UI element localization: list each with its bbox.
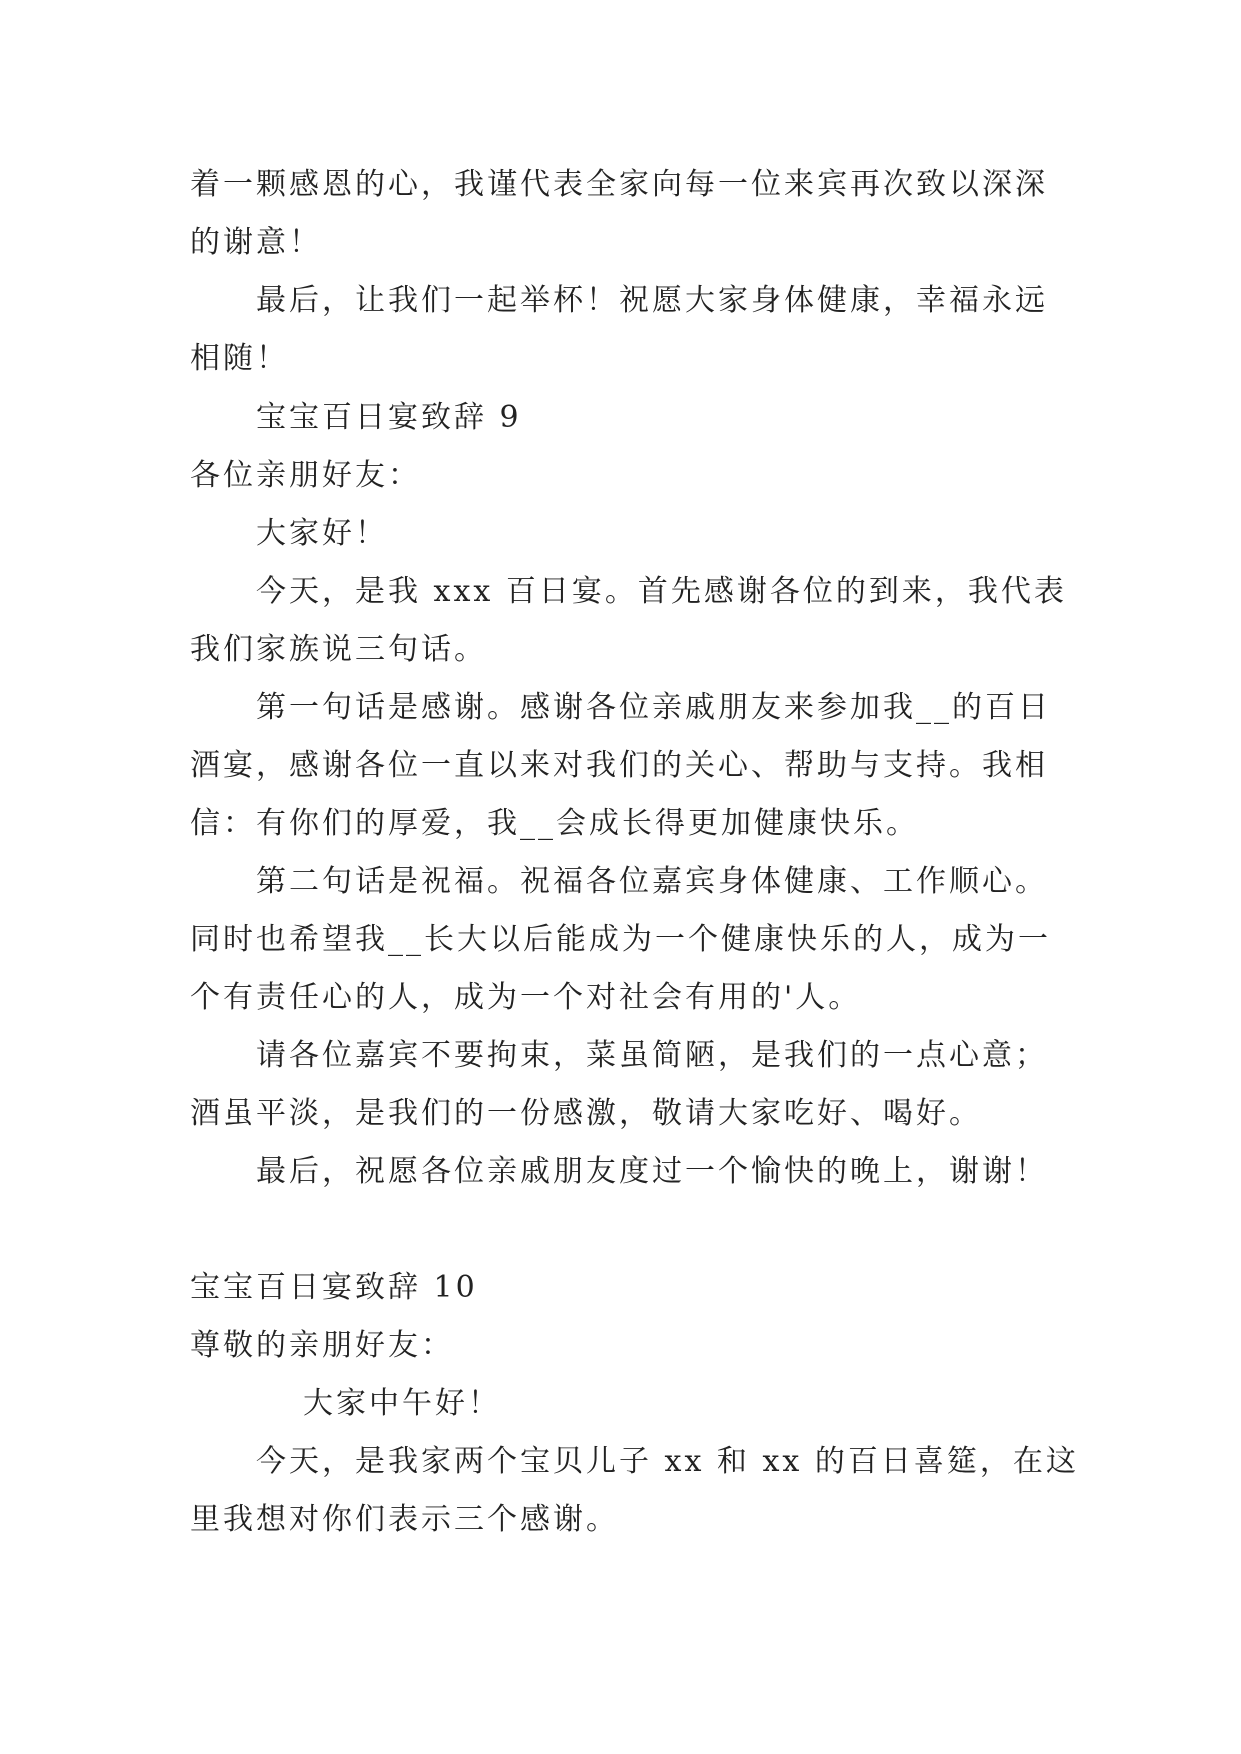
paragraph-line: 信：有你们的厚爱，我__会成长得更加健康快乐。	[190, 806, 919, 841]
paragraph-line: 同时也希望我__长大以后能成为一个健康快乐的人，成为一	[190, 922, 1051, 957]
paragraph-line: 今天，是我家两个宝贝儿子 xx 和 xx 的百日喜筵，在这	[256, 1444, 1079, 1479]
paragraph-line: 今天，是我 xxx 百日宴。首先感谢各位的到来，我代表	[256, 574, 1067, 609]
salutation: 各位亲朋好友：	[190, 458, 421, 493]
section-heading: 宝宝百日宴致辞 9	[256, 400, 522, 435]
greeting: 大家好！	[256, 516, 388, 551]
section-heading: 宝宝百日宴致辞 10	[190, 1270, 478, 1305]
paragraph-line: 相随！	[190, 341, 289, 376]
paragraph-line: 的谢意！	[190, 225, 322, 260]
paragraph-line: 最后，让我们一起举杯！祝愿大家身体健康，幸福永远	[256, 283, 1048, 318]
paragraph-line: 酒宴，感谢各位一直以来对我们的关心、帮助与支持。我相	[190, 748, 1048, 783]
paragraph-line: 请各位嘉宾不要拘束，菜虽简陋，是我们的一点心意；	[256, 1038, 1048, 1073]
paragraph-line: 第一句话是感谢。感谢各位亲戚朋友来参加我__的百日	[256, 690, 1051, 725]
paragraph-line: 着一颗感恩的心，我谨代表全家向每一位来宾再次致以深深	[190, 167, 1048, 202]
paragraph-line: 个有责任心的人，成为一个对社会有用的'人。	[190, 980, 862, 1015]
paragraph-line: 最后，祝愿各位亲戚朋友度过一个愉快的晚上，谢谢！	[256, 1154, 1048, 1189]
greeting: 大家中午好！	[303, 1386, 501, 1421]
paragraph-line: 里我想对你们表示三个感谢。	[190, 1502, 619, 1537]
paragraph-line: 我们家族说三句话。	[190, 632, 487, 667]
paragraph-line: 酒虽平淡，是我们的一份感激，敬请大家吃好、喝好。	[190, 1096, 982, 1131]
salutation: 尊敬的亲朋好友：	[190, 1328, 454, 1363]
paragraph-line: 第二句话是祝福。祝福各位嘉宾身体健康、工作顺心。	[256, 864, 1048, 899]
